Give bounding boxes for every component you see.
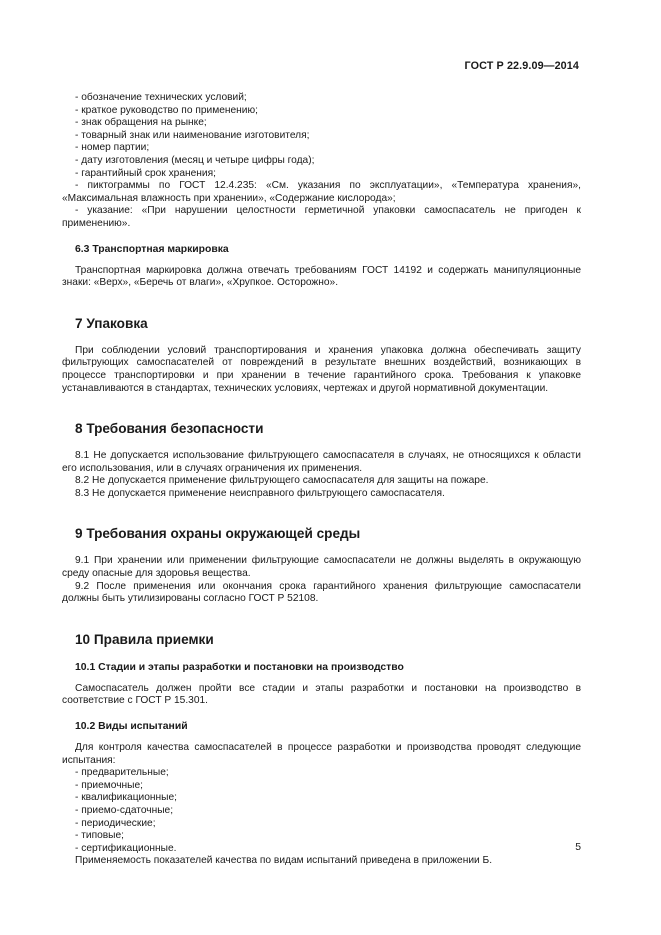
section-10-2-closing: Применяемость показателей качества по видам испытаний приведена в приложении Б. bbox=[75, 855, 493, 867]
section-8-2: 8.2 Не допускается применение фильтрующего самоспасателя для защиты на пожаре. bbox=[75, 475, 489, 487]
list-item: - товарный знак или наименование изготовителя; bbox=[75, 129, 310, 141]
list-item: - предварительные; bbox=[75, 767, 169, 779]
page-number: 5 bbox=[575, 842, 581, 853]
section-9-title: 9 Требования охраны окружающей среды bbox=[75, 526, 361, 542]
list-item: - знак обращения на рынке; bbox=[75, 117, 207, 129]
list-item: - гарантийный срок хранения; bbox=[75, 167, 216, 179]
list-item: - номер партии; bbox=[75, 142, 150, 154]
list-item: - квалификационные; bbox=[75, 792, 177, 804]
list-item: - указание: «При нарушении целостности герметичной упаковки самоспасатель не пригоден к применению». bbox=[62, 205, 581, 229]
list-item: - пиктограммы по ГОСТ 12.4.235: «См. указания по эксплуатации», «Температура хранения», «Максимальная влажность при хранении», «Содержание кислорода»; bbox=[62, 180, 581, 204]
list-item: - приемо-сдаточные; bbox=[75, 805, 174, 816]
section-10-title: 10 Правила приемки bbox=[75, 631, 214, 647]
page-content bbox=[62, 92, 581, 868]
list-item: - приемочные; bbox=[75, 779, 143, 791]
section-9-1: 9.1 При хранении или применении фильтрующие самоспасатели не должны выделять в окружающую среду опасные для здоровья вещества. bbox=[62, 555, 581, 580]
section-9-2: 9.2 После применения или окончания срока гарантийного хранения фильтрующие самоспасатели должны быть утилизированы согласно ГОСТ Р 52108. bbox=[62, 580, 581, 605]
marking-list bbox=[62, 92, 581, 231]
section-8-1: 8.1 Не допускается использование фильтрующего самоспасателя в случаях, не относящихся к области его использования, или в случаях ограничения их применения. bbox=[62, 450, 581, 474]
section-8-3: 8.3 Не допускается применение неисправного фильтрующего самоспасателя. bbox=[75, 487, 445, 499]
section-6-3-title: 6.3 Транспортная маркировка bbox=[75, 243, 229, 255]
list-item: - типовые; bbox=[75, 830, 124, 842]
section-10-1-text: Самоспасатель должен пройти все стадии и этапы разработки и постановки на производство в соответствие с ГОСТ Р 15.301. bbox=[62, 682, 581, 707]
section-6-3-text: Транспортная маркировка должна отвечать требованиям ГОСТ 14192 и содержать манипуляционные знаки: «Верх», «Беречь от влаги», «Хрупкое. Осторожно». bbox=[62, 264, 581, 289]
section-10-2-intro: Для контроля качества самоспасателей в процессе разработки и производства проводят следующие испытания: bbox=[62, 742, 581, 766]
list-item: - периодические; bbox=[75, 817, 156, 829]
list-item: - дату изготовления (месяц и четыре цифры года); bbox=[75, 154, 315, 166]
list-item: - краткое руководство по применению; bbox=[75, 104, 258, 116]
section-10-2-title: 10.2 Виды испытаний bbox=[75, 721, 188, 733]
document-code-header: ГОСТ Р 22.9.09—2014 bbox=[464, 60, 579, 72]
section-7-title: 7 Упаковка bbox=[75, 315, 148, 331]
test-types-list bbox=[62, 767, 581, 855]
section-10-1-title: 10.1 Стадии и этапы разработки и постановки на производство bbox=[75, 661, 404, 673]
section-7-text: При соблюдении условий транспортирования и хранения упаковка должна обеспечивать защиту фильтрующих самоспасателей от повреждений в результате внешних воздействий, возникающих в процессе транспортировки и при хранении в течение гарантийного срока. Требования к упаковке устанавливаются в стандартах, технических условиях, чертежах и другой нормативной документации. bbox=[62, 344, 581, 394]
list-item: - сертификационные. bbox=[75, 842, 177, 854]
list-item: - обозначение технических условий; bbox=[75, 92, 247, 103]
section-8-title: 8 Требования безопасности bbox=[75, 421, 264, 437]
